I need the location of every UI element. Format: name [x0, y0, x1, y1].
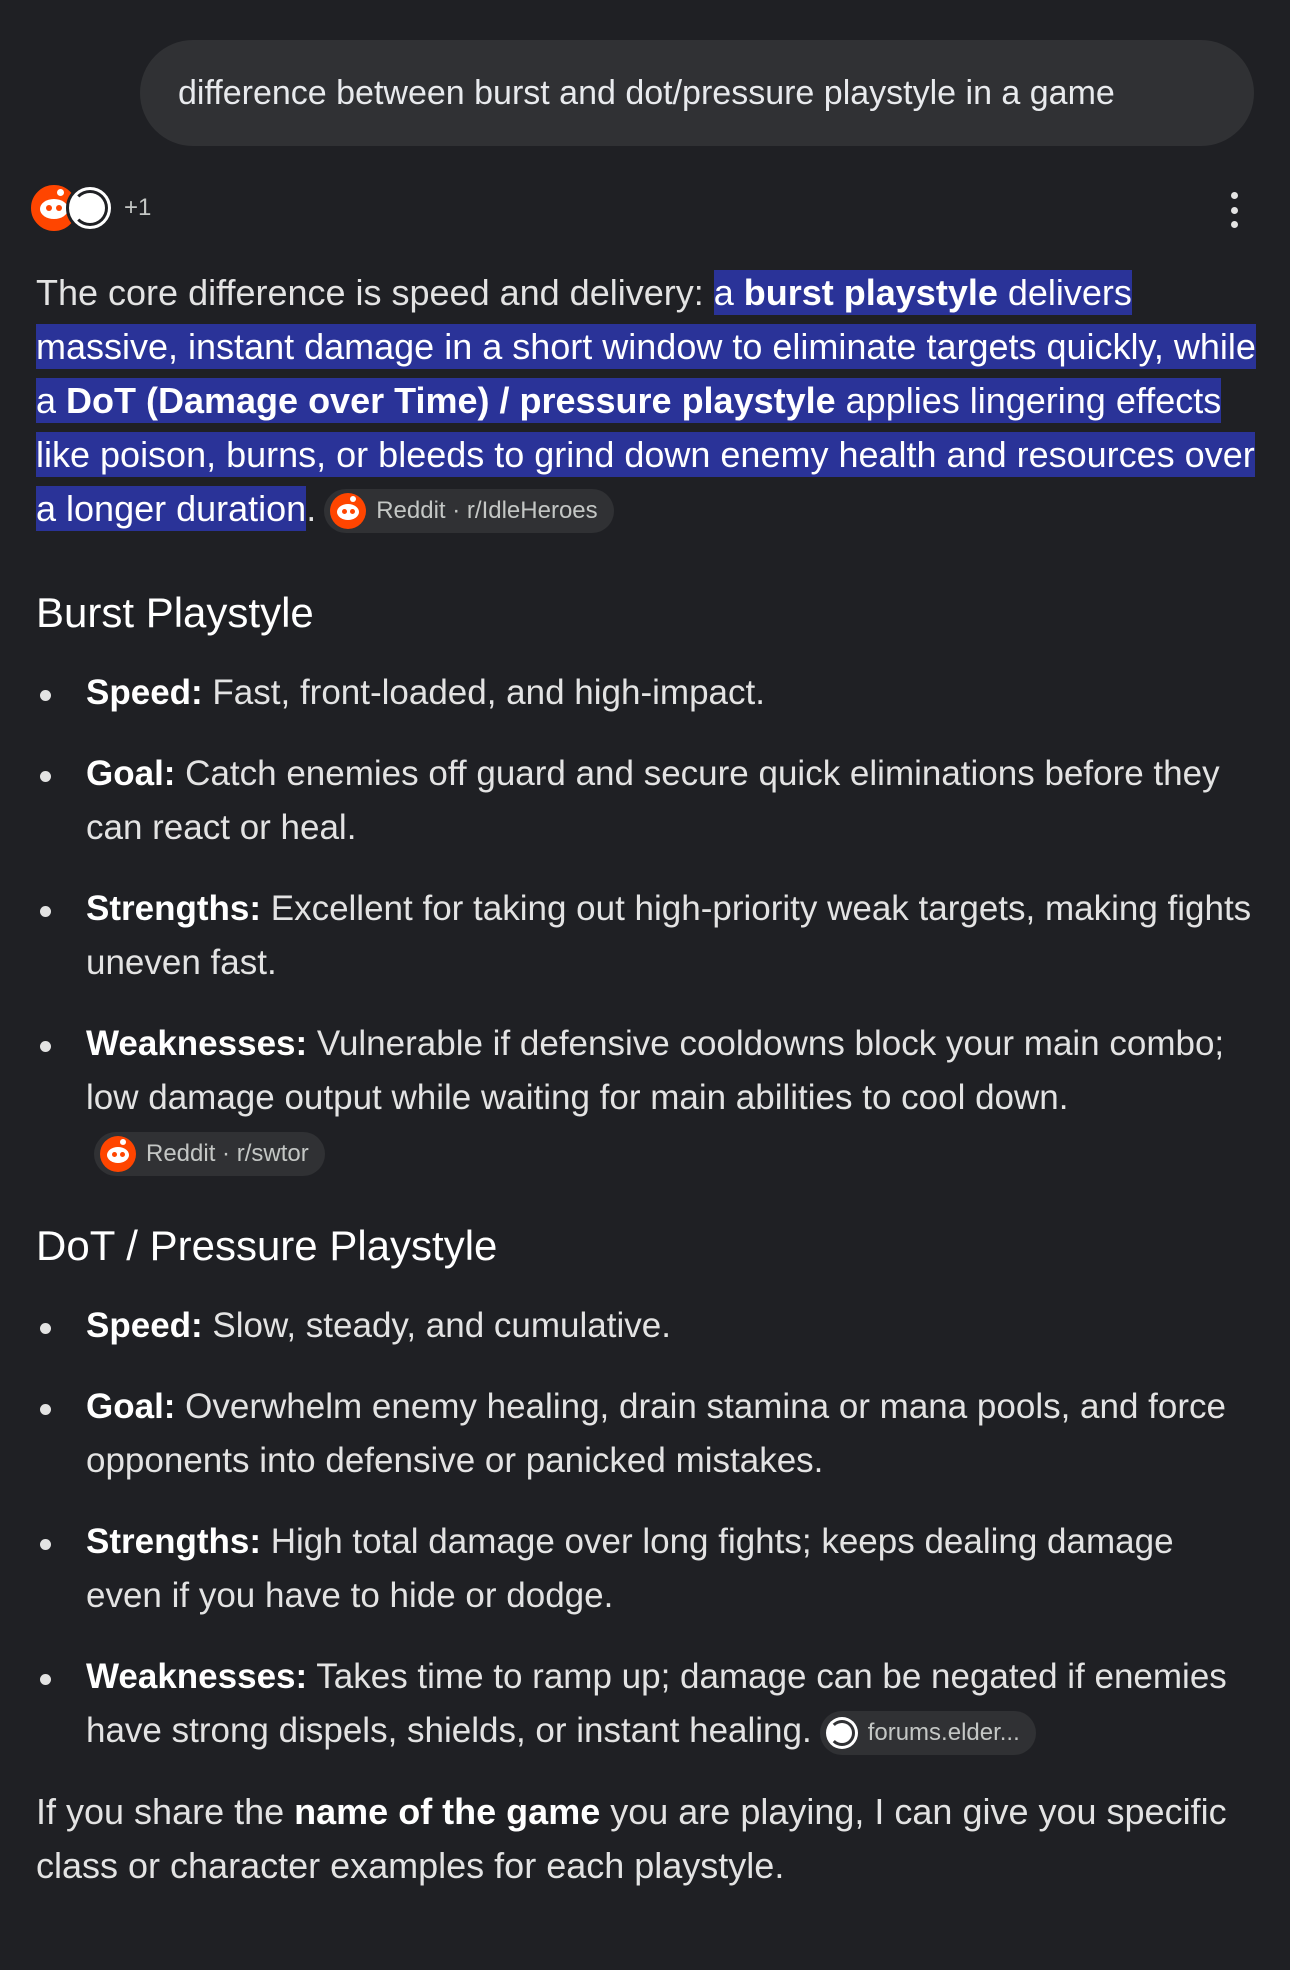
item-label: Weaknesses:	[86, 1657, 308, 1696]
item-label: Speed:	[86, 673, 203, 712]
sources-extra-count: +1	[124, 194, 152, 221]
citation-label: Reddit · r/IdleHeroes	[376, 497, 598, 525]
item-text: Catch enemies off guard and secure quick eliminations before they can react or heal.	[86, 754, 1220, 847]
list-item	[36, 1380, 1256, 1488]
list-item	[36, 1017, 1256, 1179]
forum-source-icon	[826, 1717, 858, 1749]
list-item	[36, 666, 1256, 720]
hl-bold-dot: DoT (Damage over Time) / pressure playstyle	[66, 380, 836, 421]
reddit-icon	[100, 1136, 136, 1172]
intro-end: .	[306, 488, 317, 529]
citation-label: Reddit · r/swtor	[146, 1139, 309, 1167]
list-item	[36, 1650, 1256, 1758]
item-text: Overwhelm enemy healing, drain stamina or mana pools, and force opponents into defensive or panicked mistakes.	[86, 1387, 1226, 1480]
outro-bold: name of the game	[294, 1791, 601, 1832]
citation-chip-idleheroes[interactable]	[324, 489, 613, 533]
item-label: Goal:	[86, 1387, 176, 1426]
hl-text-1: a	[713, 272, 744, 313]
dot-list	[36, 1299, 1256, 1758]
dot-heading: DoT / Pressure Playstyle	[36, 1222, 498, 1269]
sources-stack[interactable]	[28, 182, 151, 234]
item-label: Weaknesses:	[86, 1024, 308, 1063]
citation-chip-elder-forums[interactable]	[820, 1711, 1036, 1755]
user-query-text: difference between burst and dot/pressure playstyle in a game	[178, 73, 1115, 112]
item-label: Strengths:	[86, 1522, 261, 1561]
item-text: High total damage over long fights; keeps dealing damage even if you have to hide or dodge.	[86, 1522, 1174, 1615]
more-options-icon[interactable]	[1222, 192, 1246, 228]
intro-paragraph	[36, 266, 1256, 536]
outro-tail: you are playing, I can give you specific class or character examples for each playstyle.	[36, 1791, 1227, 1886]
outro-paragraph	[36, 1785, 1256, 1893]
list-item	[36, 1515, 1256, 1623]
reddit-icon	[330, 493, 366, 529]
item-text: Slow, steady, and cumulative.	[202, 1306, 671, 1345]
outro-lead: If you share the	[36, 1791, 295, 1832]
hl-text-5: applies lingering effects like poison, burns, or bleeds to grind down enemy health and resources over a longer duration	[36, 380, 1255, 529]
item-text: Fast, front-loaded, and high-impact.	[202, 673, 765, 712]
item-label: Goal:	[86, 754, 176, 793]
hl-bold-burst: burst playstyle	[743, 272, 998, 313]
list-item	[36, 747, 1256, 855]
list-item	[36, 882, 1256, 990]
user-query-bubble	[140, 40, 1254, 146]
intro-lead: The core difference is speed and delivery:	[36, 272, 714, 313]
citation-label: forums.elder...	[867, 1718, 1020, 1746]
forum-source-icon	[66, 184, 114, 232]
citation-chip-swtor[interactable]	[94, 1132, 325, 1176]
item-label: Strengths:	[86, 889, 261, 928]
hl-text-3: delivers massive, instant damage in a short window to eliminate targets quickly, while a	[36, 272, 1256, 421]
answer-content	[36, 266, 1256, 1893]
burst-list	[36, 666, 1256, 1179]
item-text: Excellent for taking out high-priority weak targets, making fights uneven fast.	[86, 889, 1252, 982]
item-text: Takes time to ramp up; damage can be negated if enemies have strong dispels, shields, or instant healing.	[86, 1657, 1227, 1750]
item-text: Vulnerable if defensive cooldowns block your main combo; low damage output while waiting for main abilities to cool down.	[86, 1024, 1225, 1117]
item-label: Speed:	[86, 1306, 203, 1345]
list-item	[36, 1299, 1256, 1353]
burst-heading: Burst Playstyle	[36, 589, 314, 636]
